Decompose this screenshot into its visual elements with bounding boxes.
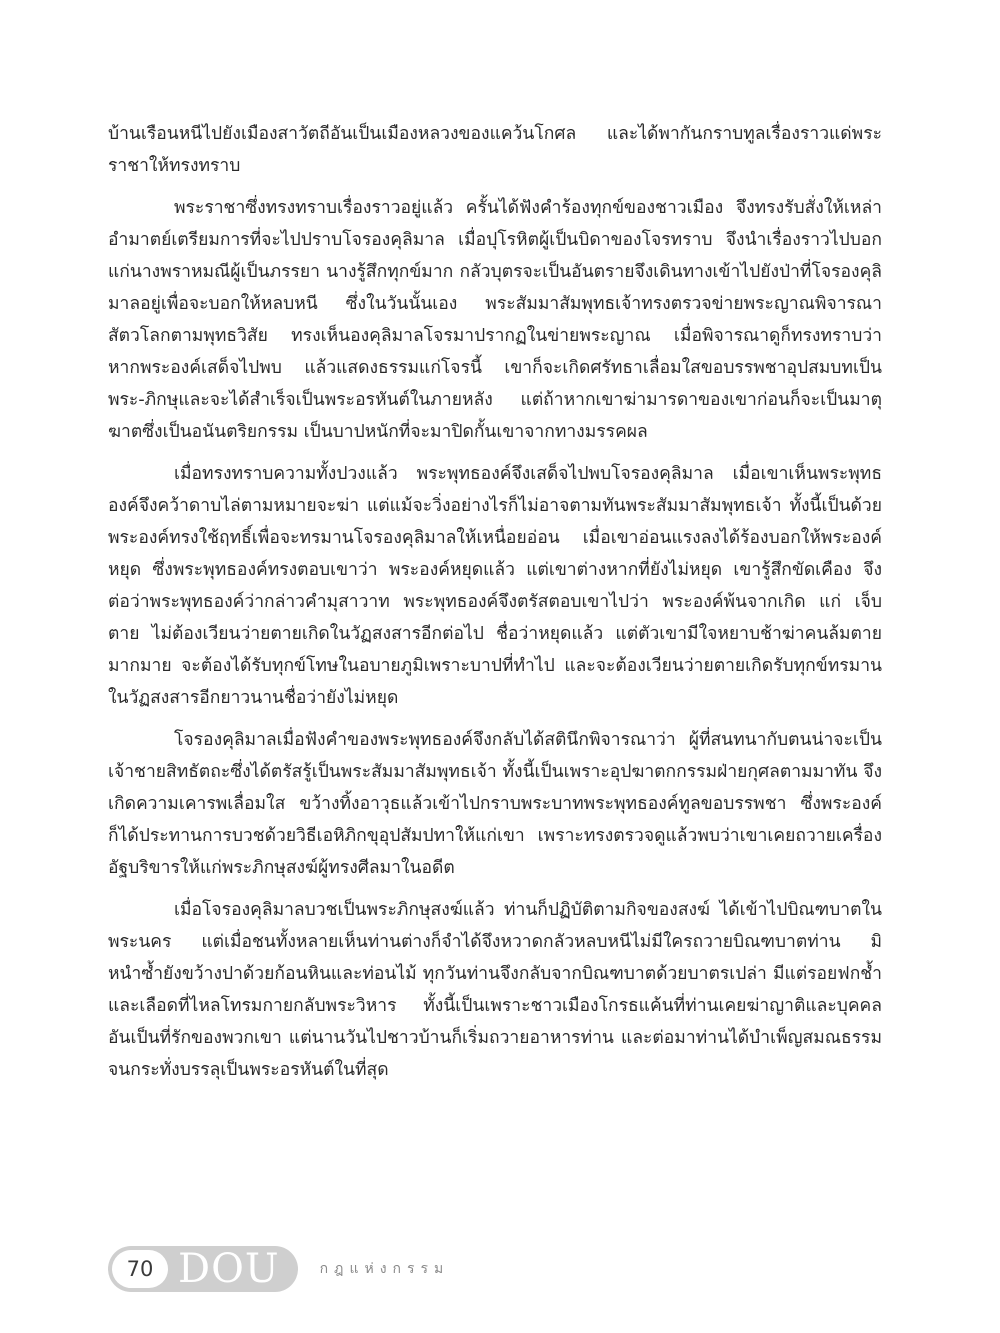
publisher-logo: DOU (178, 1246, 280, 1292)
running-title: กฎแห่งกรรม (319, 1261, 450, 1277)
page-number: 70 (112, 1250, 168, 1288)
body-text (108, 118, 882, 1096)
paragraph-ordination: โจรองคุลิมาลเมื่อฟังคำของพระพุทธองค์จึงกลับได้สตินึกพิจารณาว่า ผู้ที่สนทนากับตนน่าจะเป็นเจ้าชายสิทธัตถะซึ่งได้ตรัสรู้เป็นพระสัมมาสัมพุทธเจ้า ทั้งนี้เป็นเพราะอุปฆาตกกรรมฝ่ายกุศลตามมาทัน จึงเกิดความเคารพเลื่อมใส ขว้างทิ้งอาวุธแล้วเข้าไปกราบพระบาทพระพุทธองค์ทูลขอบรรพชา ซึ่งพระองค์ก็ได้ประทานการบวชด้วยวิธีเอหิภิกขุอุปสัมปทาให้แก่เขา เพราะทรงตรวจดูแล้วพบว่าเขาเคยถวายเครื่องอัฐบริขารให้แก่พระภิกษุสงฆ์ผู้ทรงศีลมาในอดีต (108, 730, 882, 878)
paragraph-king-informed: พระราชาซึ่งทรงทราบเรื่องราวอยู่แล้ว ครั้นได้ฟังคำร้องทุกข์ของชาวเมือง จึงทรงรับสั่งให้เหล่าอำมาตย์เตรียมการที่จะไปปราบโจรองคุลิมาล เมื่อปุโรหิตผู้เป็นบิดาของโจรทราบ จึงนำเรื่องราวไปบอกแก่นางพราหมณีผู้เป็นภรรยา นางรู้สึกทุกข์มาก กลัวบุตรจะเป็นอันตรายจึงเดินทางเข้าไปยังป่าที่โจรองคุลิมาลอยู่เพื่อจะบอกให้หลบหนี ซึ่งในวันนั้นเอง พระสัมมาสัมพุทธเจ้าทรงตรวจข่ายพระญาณพิจารณาสัตวโลกตามพุทธวิสัย ทรงเห็นองคุลิมาลโจรมาปรากฏในข่ายพระญาณ เมื่อพิจารณาดูก็ทรงทราบว่า หากพระองค์เสด็จไปพบ แล้วแสดงธรรมแก่โจรนี้ เขาก็จะเกิดศรัทธาเลื่อมใสขอบรรพชาอุปสมบทเป็นพระ-ภิกษุและจะได้สำเร็จเป็นพระอรหันต์ในภายหลัง แต่ถ้าหากเขาฆ่ามารดาของเขาก่อนก็จะเป็นมาตุฆาตซึ่งเป็นอนันตริยกรรม เป็นบาปหนักที่จะมาปิดกั้นเขาจากทางมรรคผล (108, 198, 882, 442)
paragraph-continued: บ้านเรือนหนีไปยังเมืองสาวัตถีอันเป็นเมืองหลวงของแคว้นโกศล และได้พากันกราบทูลเรื่องราวแด่พระราชาให้ทรงทราบ (108, 124, 882, 176)
page-footer (108, 1246, 449, 1292)
paragraph-arahant: เมื่อโจรองคุลิมาลบวชเป็นพระภิกษุสงฆ์แล้ว ท่านก็ปฏิบัติตามกิจของสงฆ์ ได้เข้าไปบิณฑบาตในพระนคร แต่เมื่อชนทั้งหลายเห็นท่านต่างก็จำได้จึงหวาดกลัวหลบหนีไม่มีใครถวายบิณฑบาตท่าน มิหนำซ้ำยังขว้างปาด้วยก้อนหินและท่อนไม้ ทุกวันท่านจึงกลับจากบิณฑบาตด้วยบาตรเปล่า มีแต่รอยฟกช้ำและเลือดที่ไหลโทรมกายกลับพระวิหาร ทั้งนี้เป็นเพราะชาวเมืองโกรธแค้นที่ท่านเคยฆ่าญาติและบุคคลอันเป็นที่รักของพวกเขา แต่นานวันไปชาวบ้านก็เริ่มถวายอาหารท่าน และต่อมาท่านได้บำเพ็ญสมณธรรมจนกระทั่งบรรลุเป็นพระอรหันต์ในที่สุด (108, 900, 882, 1080)
folio-badge (108, 1246, 298, 1292)
paragraph-buddha-encounter: เมื่อทรงทราบความทั้งปวงแล้ว พระพุทธองค์จึงเสด็จไปพบโจรองคุลิมาล เมื่อเขาเห็นพระพุทธองค์จึงคว้าดาบไล่ตามหมายจะฆ่า แต่แม้จะวิ่งอย่างไรก็ไม่อาจตามทันพระสัมมาสัมพุทธเจ้า ทั้งนี้เป็นด้วยพระองค์ทรงใช้ฤทธิ์เพื่อจะทรมานโจรองคุลิมาลให้เหนื่อยอ่อน เมื่อเขาอ่อนแรงลงได้ร้องบอกให้พระองค์หยุด ซึ่งพระพุทธองค์ทรงตอบเขาว่า พระองค์หยุดแล้ว แต่เขาต่างหากที่ยังไม่หยุด เขารู้สึกขัดเคือง จึงต่อว่าพระพุทธองค์ว่ากล่าวคำมุสาวาท พระพุทธองค์จึงตรัสตอบเขาไปว่า พระองค์พ้นจากเกิด แก่ เจ็บ ตาย ไม่ต้องเวียนว่ายตายเกิดในวัฏสงสารอีกต่อไป ชื่อว่าหยุดแล้ว แต่ตัวเขามีใจหยาบช้าฆ่าคนล้มตายมากมาย จะต้องได้รับทุกข์โทษในอบายภูมิเพราะบาปที่ทำไป และจะต้องเวียนว่ายตายเกิดรับทุกข์ทรมานในวัฏสงสารอีกยาวนานชื่อว่ายังไม่หยุด (108, 464, 882, 708)
